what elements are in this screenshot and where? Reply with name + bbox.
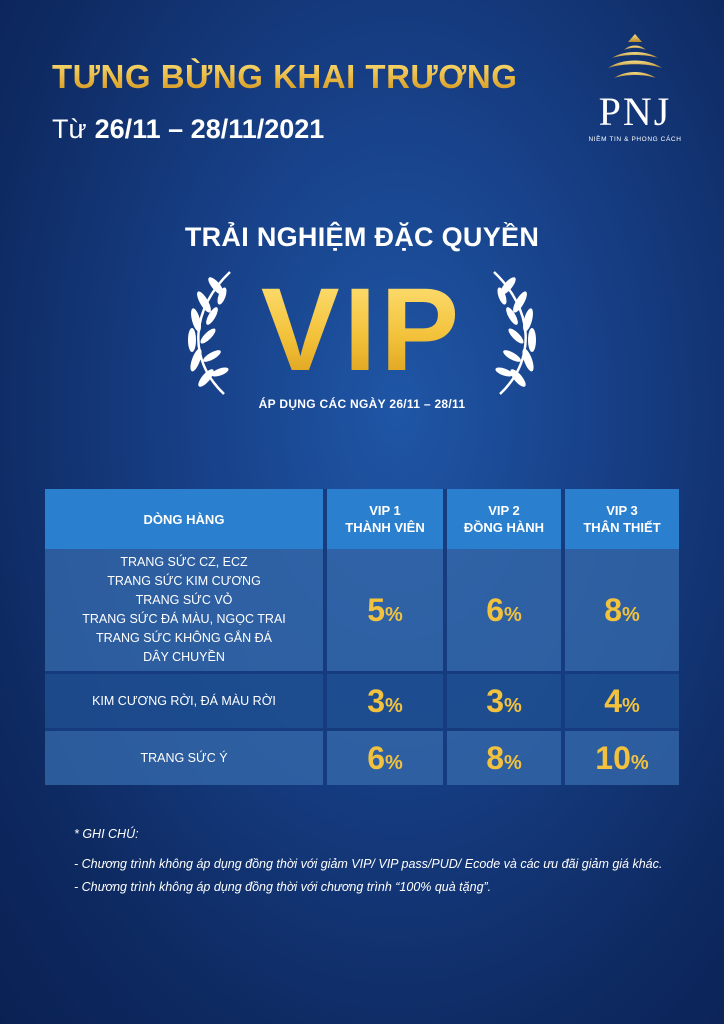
- label-line: KIM CƯƠNG RỜI, ĐÁ MÀU RỜI: [92, 693, 276, 708]
- percent-value: 3: [486, 682, 504, 719]
- vip1-value: [323, 549, 443, 671]
- header-label: DÒNG HÀNG: [143, 511, 225, 527]
- vip2-value: [443, 549, 561, 671]
- header-label: VIP 2: [488, 503, 520, 518]
- notes-section: [74, 826, 684, 902]
- header-label: VIP 3: [606, 503, 638, 518]
- row-label: [45, 549, 323, 671]
- promo-subtitle: TRẢI NGHIỆM ĐẶC QUYỀN: [184, 222, 540, 252]
- percent-value: 6: [367, 739, 385, 776]
- percent-sign: %: [504, 751, 522, 774]
- brand-tagline: NIỀM TIN & PHONG CÁCH: [588, 136, 682, 143]
- pnj-emblem-icon: [604, 30, 666, 88]
- vip2-value: [443, 671, 561, 728]
- percent-value: 6: [486, 591, 504, 628]
- header-vip3: [561, 489, 679, 549]
- percent-sign: %: [385, 751, 403, 774]
- percent-value: 3: [367, 682, 385, 719]
- percent-sign: %: [622, 603, 640, 626]
- label-line: TRANG SỨC KHÔNG GẮN ĐÁ: [96, 631, 272, 645]
- percent-value: 8: [486, 739, 504, 776]
- header-sublabel: ĐỒNG HÀNH: [463, 520, 545, 535]
- vip3-value: [561, 671, 679, 728]
- percent-sign: %: [622, 694, 640, 717]
- vip3-value: [561, 728, 679, 785]
- apply-note: ÁP DỤNG CÁC NGÀY 26/11 – 28/11: [258, 397, 466, 411]
- header-vip1: [323, 489, 443, 549]
- header-product-line: [45, 489, 323, 549]
- brand-name: PNJ: [598, 89, 672, 134]
- row-label: [45, 728, 323, 785]
- percent-value: 4: [604, 682, 622, 719]
- label-line: TRANG SỨC CZ, ECZ: [120, 555, 248, 569]
- pnj-logo: [580, 30, 690, 170]
- notes-title: * GHI CHÚ:: [74, 827, 139, 841]
- label-line: TRANG SỨC Ý: [140, 750, 228, 765]
- headline: TƯNG BỪNG KHAI TRƯƠNG: [52, 58, 518, 95]
- percent-sign: %: [385, 694, 403, 717]
- percent-value: 8: [604, 591, 622, 628]
- table-row: [45, 671, 679, 728]
- date-prefix: Từ: [52, 114, 87, 144]
- header-sublabel: THÀNH VIÊN: [345, 520, 425, 535]
- percent-value: 10: [595, 739, 631, 776]
- label-line: TRANG SỨC VỎ: [135, 593, 233, 607]
- row-label: [45, 671, 323, 728]
- header-sublabel: THÂN THIẾT: [583, 520, 661, 535]
- percent-sign: %: [504, 603, 522, 626]
- percent-value: 5: [367, 591, 385, 628]
- header-label: VIP 1: [369, 503, 401, 518]
- date-range: 26/11 – 28/11/2021: [94, 114, 325, 144]
- vip3-value: [561, 549, 679, 671]
- vip1-value: [323, 728, 443, 785]
- label-line: TRANG SỨC KIM CƯƠNG: [107, 574, 261, 588]
- vip1-value: [323, 671, 443, 728]
- note-item: - Chương trình không áp dụng đồng thời với giảm VIP/ VIP pass/PUD/ Ecode và các ưu đãi giảm giá khác.: [74, 857, 663, 871]
- table-header-row: [45, 489, 679, 549]
- discount-table: [45, 489, 679, 785]
- header-vip2: [443, 489, 561, 549]
- vip-title: VIP: [0, 270, 724, 390]
- table-row: [45, 549, 679, 671]
- date-line: [52, 114, 324, 145]
- percent-sign: %: [385, 603, 403, 626]
- vip2-value: [443, 728, 561, 785]
- table-row: [45, 728, 679, 785]
- percent-sign: %: [630, 751, 649, 774]
- note-item: - Chương trình không áp dụng đồng thời với chương trình “100% quà tặng”.: [74, 880, 492, 894]
- label-line: TRANG SỨC ĐÁ MÀU, NGỌC TRAI: [82, 612, 286, 626]
- label-line: DÂY CHUYỀN: [143, 650, 225, 664]
- percent-sign: %: [504, 694, 522, 717]
